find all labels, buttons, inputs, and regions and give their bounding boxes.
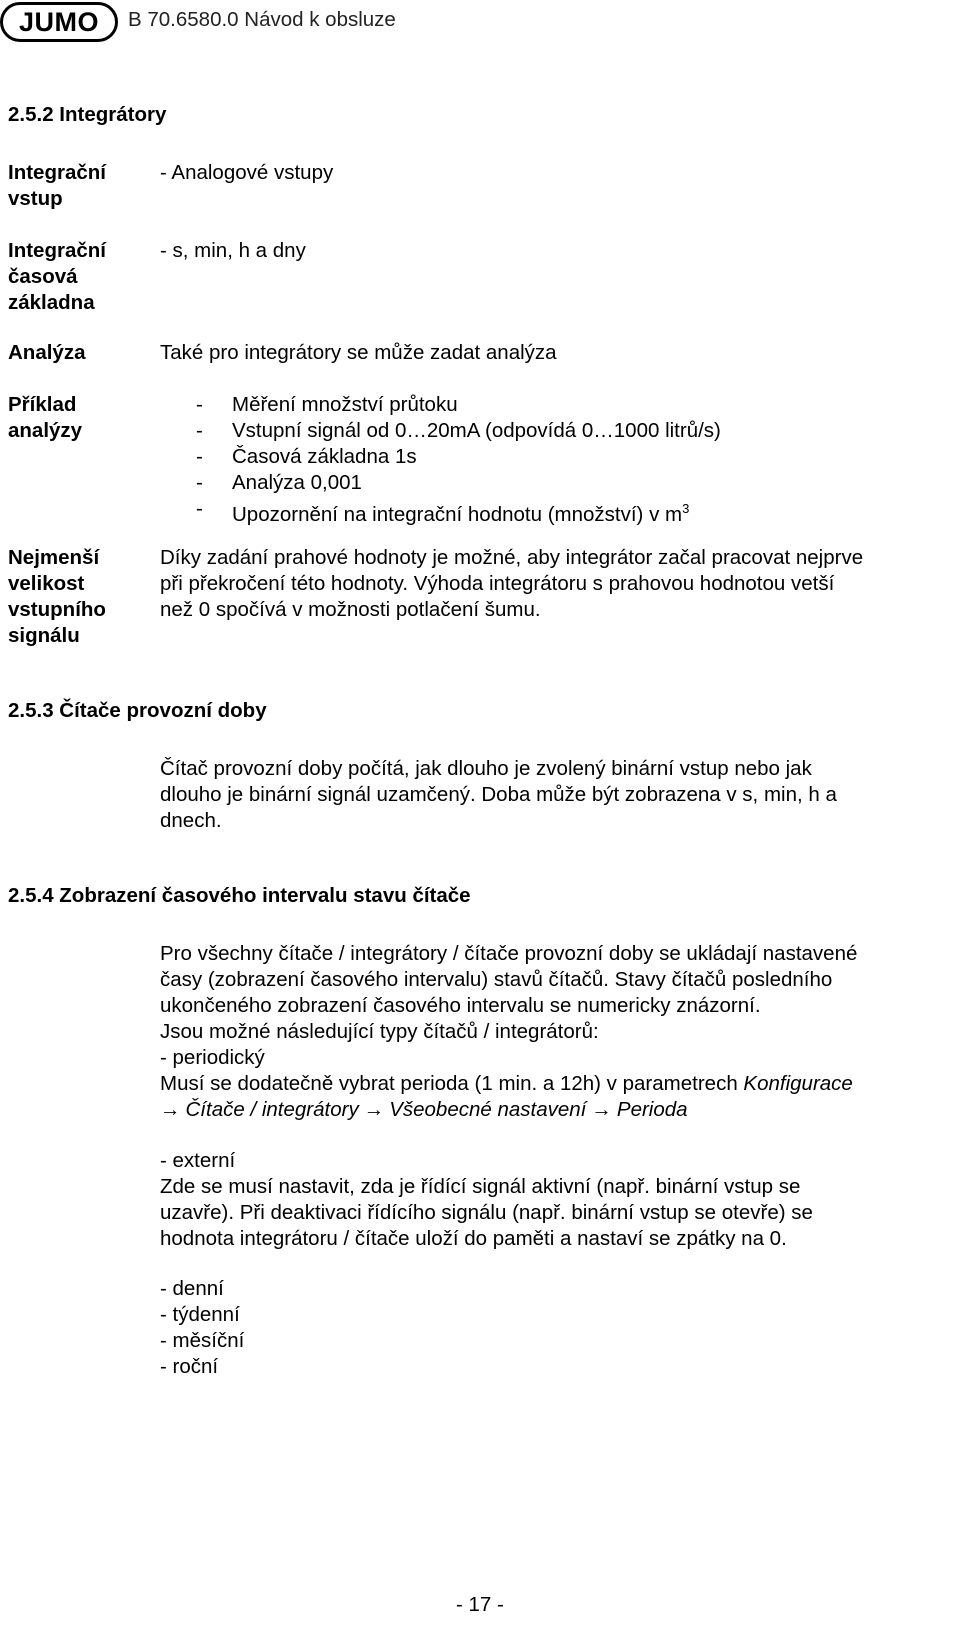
logo-text: JUMO (18, 6, 99, 37)
label-analysis: Analýza (8, 341, 86, 364)
min-input-paragraph: Díky zadání prahové hodnoty je možné, aby integrátor začal pracovat nejprve při překročení této hodnoty. Výhoda integrátoru s prahovou hodnotou vetší než 0 spočívá v možnosti potlačení šumu. (160, 546, 864, 621)
value-analysis: Také pro integrátory se může zadat analýza (160, 341, 557, 364)
counter-types-list (160, 1276, 950, 1380)
runtime-counter-paragraph: Čítač provozní doby počítá, jak dlouho je zvolený binární vstup nebo jak dlouho je binární signál uzamčený. Doba může být zobrazena v s, min, h a dnech. (160, 757, 837, 832)
arrow-right-icon: → (363, 1098, 385, 1121)
analysis-example-list (196, 392, 721, 528)
page-number: - 17 - (456, 1593, 504, 1616)
interval-display-paragraph: Pro všechny čítače / integrátory / čítače provozní doby se ukládají nastavené časy (zobrazení časového intervalu) stavů čítačů. Stavy čítačů posledního ukončeného zobrazení časového intervalu se numericky znázorní. Jsou možné následující typy čítačů / integrátorů: - periodický Musí se dodatečně vybrat perioda (1 min. a 12h) v parametrech Konfigurace → Čítače / integrátory → Všeobecné nastavení → Perioda (160, 941, 950, 1123)
label-integration-input: Integrační vstup (8, 161, 106, 210)
value-integration-input: - Analogové vstupy (160, 161, 334, 184)
list-item: - Upozornění na integrační hodnotu (množství) v $m^3$ (196, 497, 690, 526)
external-paragraph: - externí Zde se musí nastavit, zda je řídící signál aktivní (např. binární vstup se uzavře). Při deaktivaci řídícího signálu (např. binární vstup se otevře) se hodnota integrátoru / čítače uloží do paměti a nastaví se zpátky na 0. (160, 1149, 813, 1250)
document-title: B 70.6580.0 Návod k obsluze (128, 8, 396, 31)
jumo-logo (0, 2, 118, 42)
list-item: - Vstupní signál od 0…20mA (odpovídá 0…1000 litrů/s) (196, 419, 721, 442)
list-item: - týdenní (160, 1303, 240, 1326)
list-item: - Analýza 0,001 (196, 471, 362, 494)
list-item: - Měření množství průtoku (196, 393, 458, 416)
label-min-input-size: Nejmenší velikost vstupního signálu (8, 546, 106, 647)
list-item: - roční (160, 1355, 219, 1378)
configuration-path: → Čítače / integrátory → Všeobecné nastavení → Perioda (160, 1098, 688, 1121)
heading-2-5-4: 2.5.4 Zobrazení časového intervalu stavu čítače (8, 884, 471, 907)
label-integration-timebase: Integrační časová základna (8, 239, 106, 314)
list-item: - denní (160, 1277, 224, 1300)
list-item: - měsíční (160, 1329, 245, 1352)
label-analysis-example: Příklad analýzy (8, 393, 83, 442)
value-integration-timebase: - s, min, h a dny (160, 239, 306, 262)
list-item: - Časová základna 1s (196, 445, 417, 468)
arrow-right-icon: → (591, 1098, 612, 1121)
heading-2-5-3: 2.5.3 Čítače provozní doby (8, 699, 267, 722)
arrow-right-icon: → (160, 1098, 181, 1121)
periodic-text-line: Musí se dodatečně vybrat perioda (1 min. a 12h) v parametrech Konfigurace (160, 1072, 853, 1095)
heading-2-5-2: 2.5.2 Integrátory (8, 103, 167, 126)
superscript-3: 3 (682, 501, 690, 516)
